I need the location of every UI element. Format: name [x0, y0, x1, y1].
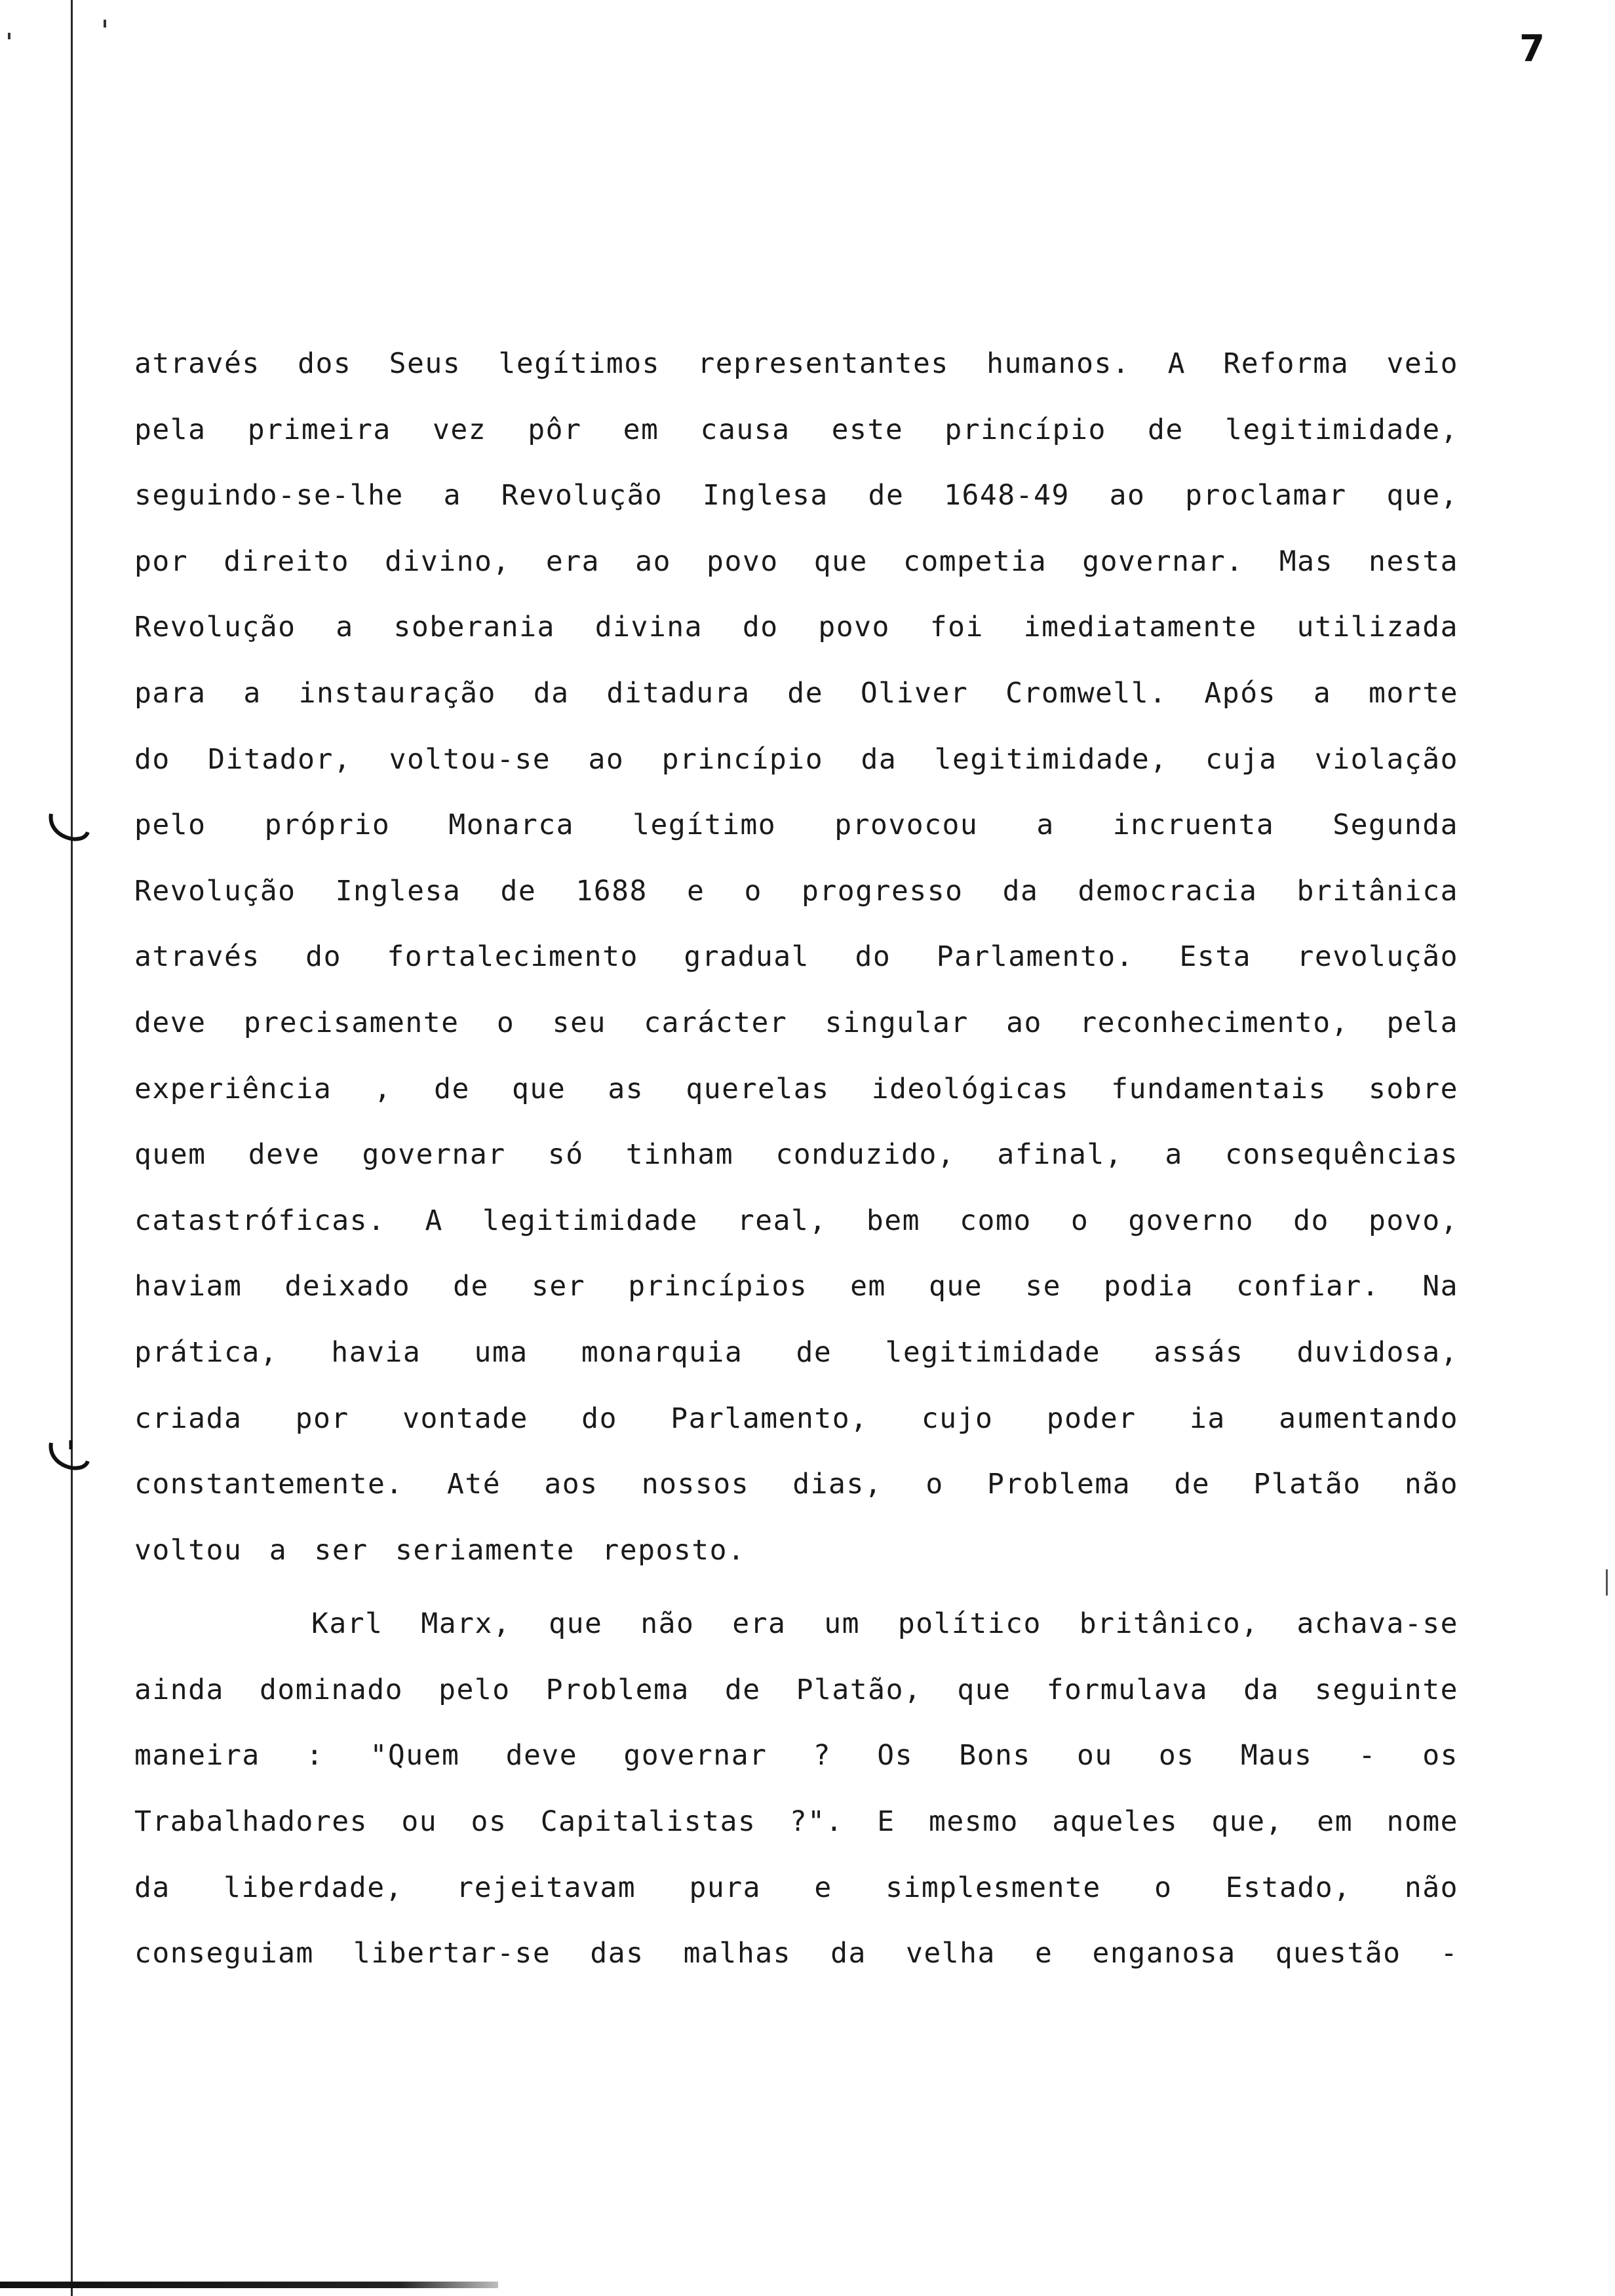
text-line: Revolução Inglesa de 1688 e o progresso da democracia britânica	[134, 874, 1458, 908]
binding-line	[71, 0, 73, 2296]
speck-mark	[8, 33, 10, 39]
text-line: Trabalhadores ou os Capitalistas ?". E mesmo aqueles que, em nome	[134, 1805, 1458, 1839]
punch-hole-mark	[45, 1435, 90, 1481]
text-line: para a instauração da ditadura de Oliver Cromwell. Após a morte	[134, 676, 1458, 710]
text-line: Karl Marx, que não era um político britânico, achava-se	[311, 1607, 1458, 1641]
page-number: 7	[1519, 28, 1545, 70]
text-line: Revolução a soberania divina do povo foi imediatamente utilizada	[134, 611, 1458, 644]
body-text	[134, 331, 1458, 1987]
text-line: haviam deixado de ser princípios em que se podia confiar. Na	[134, 1270, 1458, 1303]
text-line: quem deve governar só tinham conduzido, afinal, a consequências	[134, 1138, 1458, 1172]
text-line: da liberdade, rejeitavam pura e simplesmente o Estado, não	[134, 1871, 1458, 1904]
text-line: seguindo-se-lhe a Revolução Inglesa de 1648-49 ao proclamar que,	[134, 479, 1458, 512]
edge-mark	[1606, 1569, 1608, 1596]
text-line: deve precisamente o seu carácter singular ao reconhecimento, pela	[134, 1006, 1458, 1039]
paragraph	[134, 1591, 1458, 1987]
text-line: catastróficas. A legitimidade real, bem como o governo do povo,	[134, 1204, 1458, 1237]
text-line: maneira : "Quem deve governar ? Os Bons ou os Maus - os	[134, 1739, 1458, 1772]
text-line: criada por vontade do Parlamento, cujo poder ia aumentando	[134, 1402, 1458, 1435]
paragraph	[134, 331, 1458, 1583]
text-line: experiência , de que as querelas ideológicas fundamentais sobre	[134, 1072, 1458, 1105]
text-line: pelo próprio Monarca legítimo provocou a incruenta Segunda	[134, 809, 1458, 842]
text-line: constantemente. Até aos nossos dias, o Problema de Platão não	[134, 1468, 1458, 1501]
bottom-edge-bar	[0, 2282, 498, 2288]
text-line: voltou a ser seriamente reposto.	[134, 1533, 746, 1567]
text-line: prática, havia uma monarquia de legitimidade assás duvidosa,	[134, 1335, 1458, 1369]
text-line: através do fortalecimento gradual do Parlamento. Esta revolução	[134, 940, 1458, 974]
text-line: do Ditador, voltou-se ao princípio da legitimidade, cuja violação	[134, 742, 1458, 776]
text-line: através dos Seus legítimos representantes humanos. A Reforma veio	[134, 347, 1458, 380]
speck-mark	[104, 20, 106, 28]
punch-hole-mark	[45, 806, 90, 852]
text-line: por direito divino, era ao povo que competia governar. Mas nesta	[134, 545, 1458, 578]
paragraph-gap	[134, 1583, 1458, 1591]
text-line: pela primeira vez pôr em causa este princípio de legitimidade,	[134, 413, 1458, 446]
text-line: conseguiam libertar-se das malhas da velha e enganosa questão -	[134, 1937, 1458, 1970]
text-line: ainda dominado pelo Problema de Platão, que formulava da seguinte	[134, 1673, 1458, 1706]
